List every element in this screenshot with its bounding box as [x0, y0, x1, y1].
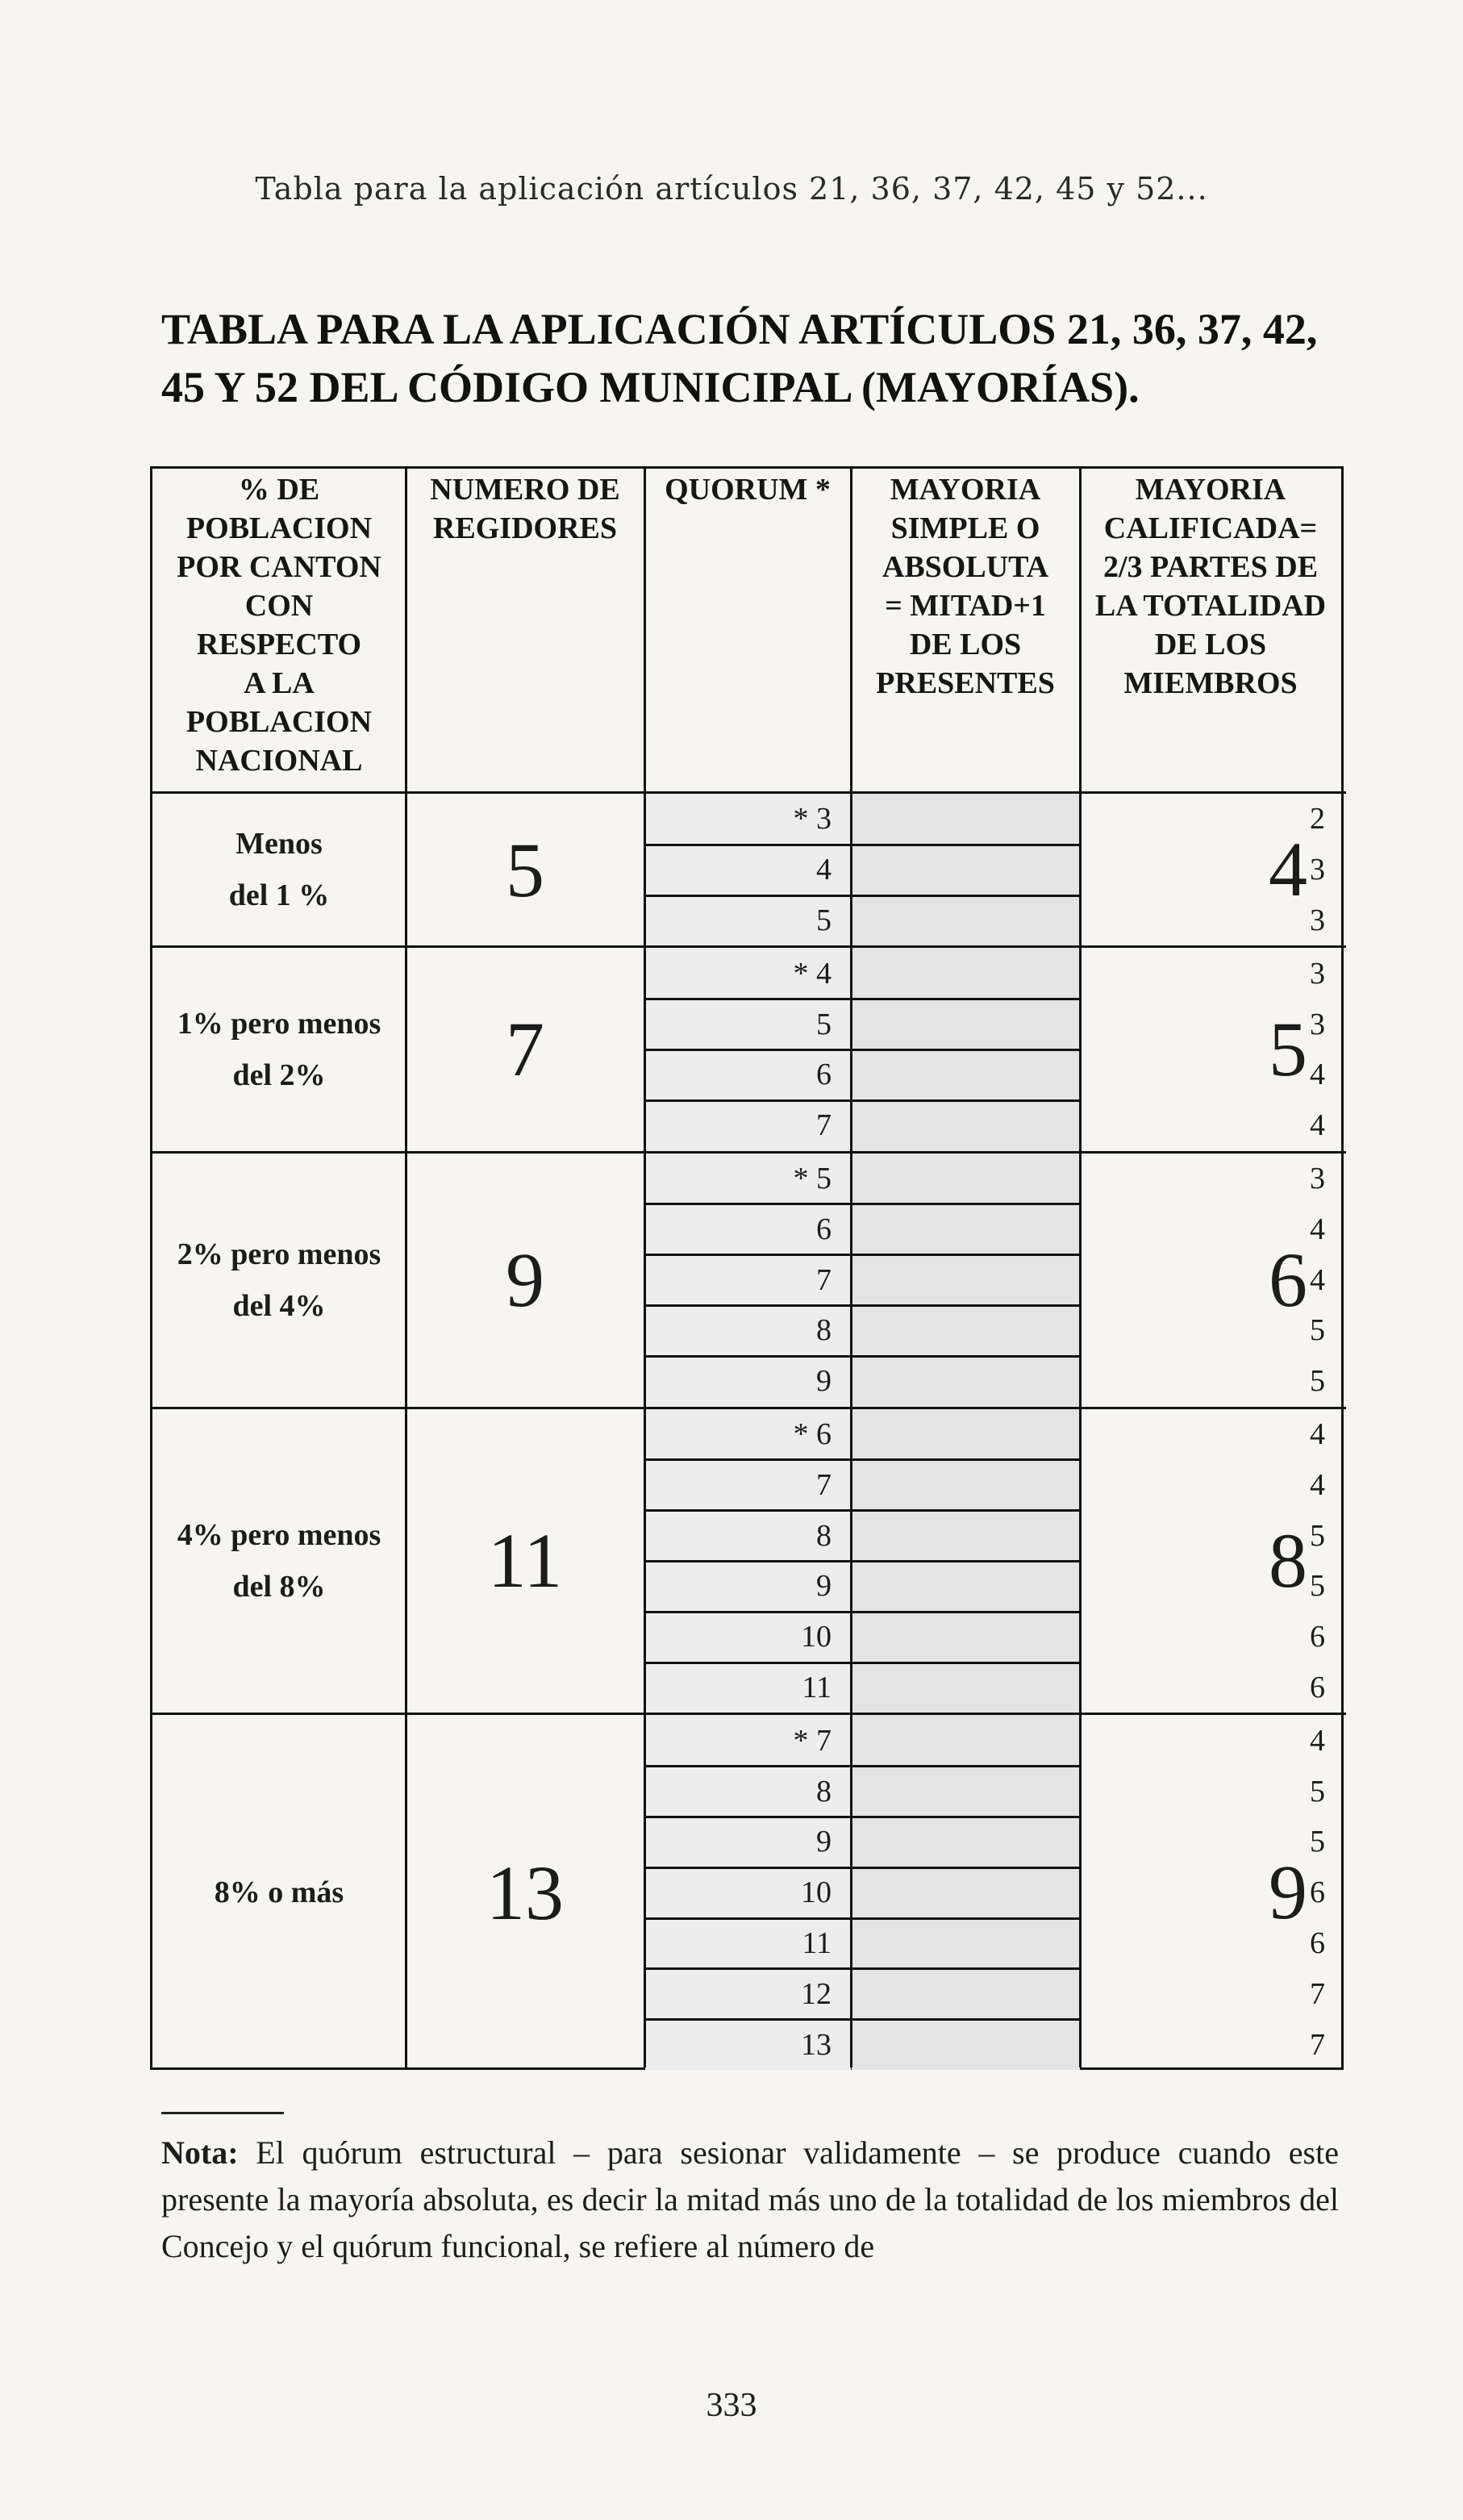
- column-divider: [1079, 469, 1082, 2067]
- simple-majority-value: 4: [1310, 1416, 1325, 1451]
- quorum-value: 5: [816, 1007, 832, 1041]
- simple-majority-value: 6: [1310, 1925, 1325, 1960]
- header-label: NUMERO DE REGIDORES: [430, 473, 620, 545]
- simple-majority-value: 4: [1310, 1212, 1325, 1246]
- column-divider: [850, 469, 852, 2067]
- simple-majority-value: 6: [1310, 1670, 1325, 1704]
- simple-majority-value: 5: [1310, 1774, 1325, 1809]
- header-2: [406, 469, 644, 791]
- simple-majority-value: 5: [1310, 1364, 1325, 1399]
- footnote: [161, 2130, 1339, 2270]
- regidores-count: 7: [506, 1006, 544, 1093]
- quorum-value: 11: [802, 1670, 832, 1704]
- quorum-value: 12: [801, 1976, 832, 2011]
- header-5: [1080, 469, 1341, 791]
- quorum-value: * 3: [793, 802, 832, 837]
- population-percentage: 4% pero menos del 8%: [177, 1517, 381, 1604]
- population-percentage: 2% pero menos del 4%: [177, 1237, 381, 1323]
- simple-majority-value: 6: [1310, 1875, 1325, 1910]
- simple-majority-value: 5: [1310, 1825, 1325, 1859]
- qualified-majority-value: 4: [1269, 826, 1307, 913]
- header-label: QUORUM *: [665, 473, 831, 507]
- quorum-value: * 4: [793, 956, 832, 991]
- quorum-value: 7: [816, 1108, 832, 1143]
- column-divider: [644, 469, 646, 2067]
- quorum-value: 9: [816, 1825, 832, 1859]
- qualified-majority-value: 6: [1269, 1236, 1307, 1323]
- qualified-majority-value: 5: [1269, 1006, 1307, 1092]
- regidores-count: 5: [506, 826, 544, 913]
- header-label: MAYORIA SIMPLE O ABSOLUTA = MITAD+1 DE LOS PRESENTES: [876, 473, 1055, 700]
- quorum-value: 10: [801, 1875, 832, 1910]
- shaded-column: [852, 794, 1080, 945]
- simple-majority-value: 4: [1310, 1108, 1325, 1143]
- quorum-value: 7: [816, 1467, 832, 1502]
- quorum-value: * 7: [793, 1723, 832, 1758]
- simple-majority-value: 7: [1310, 1976, 1325, 2011]
- quorum-value: 9: [816, 1364, 832, 1399]
- simple-majority-value: 5: [1310, 1518, 1325, 1553]
- simple-majority-value: 3: [1310, 956, 1325, 991]
- shaded-column: [852, 1715, 1080, 2070]
- simple-majority-value: 4: [1310, 1723, 1325, 1758]
- simple-majority-value: 3: [1310, 903, 1325, 937]
- simple-majority-value: 4: [1310, 1262, 1325, 1297]
- simple-majority-value: 7: [1310, 2027, 1325, 2062]
- simple-majority-value: 4: [1310, 1058, 1325, 1092]
- quorum-value: 9: [816, 1569, 832, 1604]
- header-label: MAYORIA CALIFICADA= 2/3 PARTES DE LA TOTALIDAD DE LOS MIEMBROS: [1094, 473, 1327, 700]
- header-3: [644, 469, 851, 791]
- simple-majority-value: 5: [1310, 1569, 1325, 1604]
- quorum-value: 6: [816, 1058, 832, 1092]
- quorum-value: * 5: [793, 1161, 832, 1195]
- quorum-value: 10: [801, 1620, 832, 1654]
- population-percentage: 1% pero menos del 2%: [177, 1006, 381, 1092]
- simple-majority-value: 3: [1310, 853, 1325, 887]
- quorum-value: 7: [816, 1262, 832, 1297]
- header-4: [851, 469, 1080, 791]
- regidores-count: 11: [487, 1517, 563, 1604]
- regidores-count: 9: [506, 1237, 544, 1324]
- quorum-value: 13: [801, 2027, 832, 2062]
- simple-majority-value: 2: [1310, 802, 1325, 837]
- header-1: [152, 469, 406, 791]
- page-title: TABLA PARA LA APLICACIÓN ARTÍCULOS 21, 36, 37, 42, 45 Y 52 DEL CÓDIGO MUNICIPAL (MAYORÍAS).: [161, 305, 1318, 411]
- population-percentage: 8% o más: [214, 1875, 344, 1910]
- qualified-majority-value: 8: [1269, 1517, 1307, 1604]
- footnote-label: Nota:: [161, 2134, 239, 2171]
- quorum-value: 11: [802, 1925, 832, 1960]
- simple-majority-value: 3: [1310, 1007, 1325, 1041]
- simple-majority-value: 4: [1310, 1467, 1325, 1502]
- quorum-value: 6: [816, 1212, 832, 1246]
- shaded-column: [852, 1154, 1080, 1407]
- header-label: % DE POBLACION POR CANTON CON RESPECTO A LA POBLACION NACIONAL: [177, 473, 381, 778]
- regidores-count: 13: [486, 1849, 564, 1936]
- population-percentage: Menos del 1 %: [228, 827, 330, 913]
- footnote-rule: [161, 2112, 284, 2114]
- quorum-value: 4: [816, 853, 832, 887]
- simple-majority-value: 6: [1310, 1620, 1325, 1654]
- footnote-text: El quórum estructural – para sesionar validamente – se produce cuando este presente la mayoría absoluta, es decir la mitad más uno de la totalidad de los miembros del Concejo y el quórum funcional, se refiere al número de: [161, 2134, 1339, 2264]
- simple-majority-value: 5: [1310, 1313, 1325, 1348]
- quorum-value: * 6: [793, 1416, 832, 1451]
- qualified-majority-value: 9: [1269, 1849, 1307, 1936]
- page-number: 333: [706, 2387, 757, 2424]
- majorities-table: [150, 466, 1344, 2070]
- quorum-value: 8: [816, 1313, 832, 1348]
- quorum-value: 8: [816, 1518, 832, 1553]
- quorum-value: 8: [816, 1774, 832, 1809]
- simple-majority-value: 3: [1310, 1161, 1325, 1195]
- column-divider: [405, 469, 407, 2067]
- running-head: Tabla para la aplicación artículos 21, 36, 37, 42, 45 y 52...: [255, 171, 1208, 207]
- quorum-value: 5: [816, 903, 832, 937]
